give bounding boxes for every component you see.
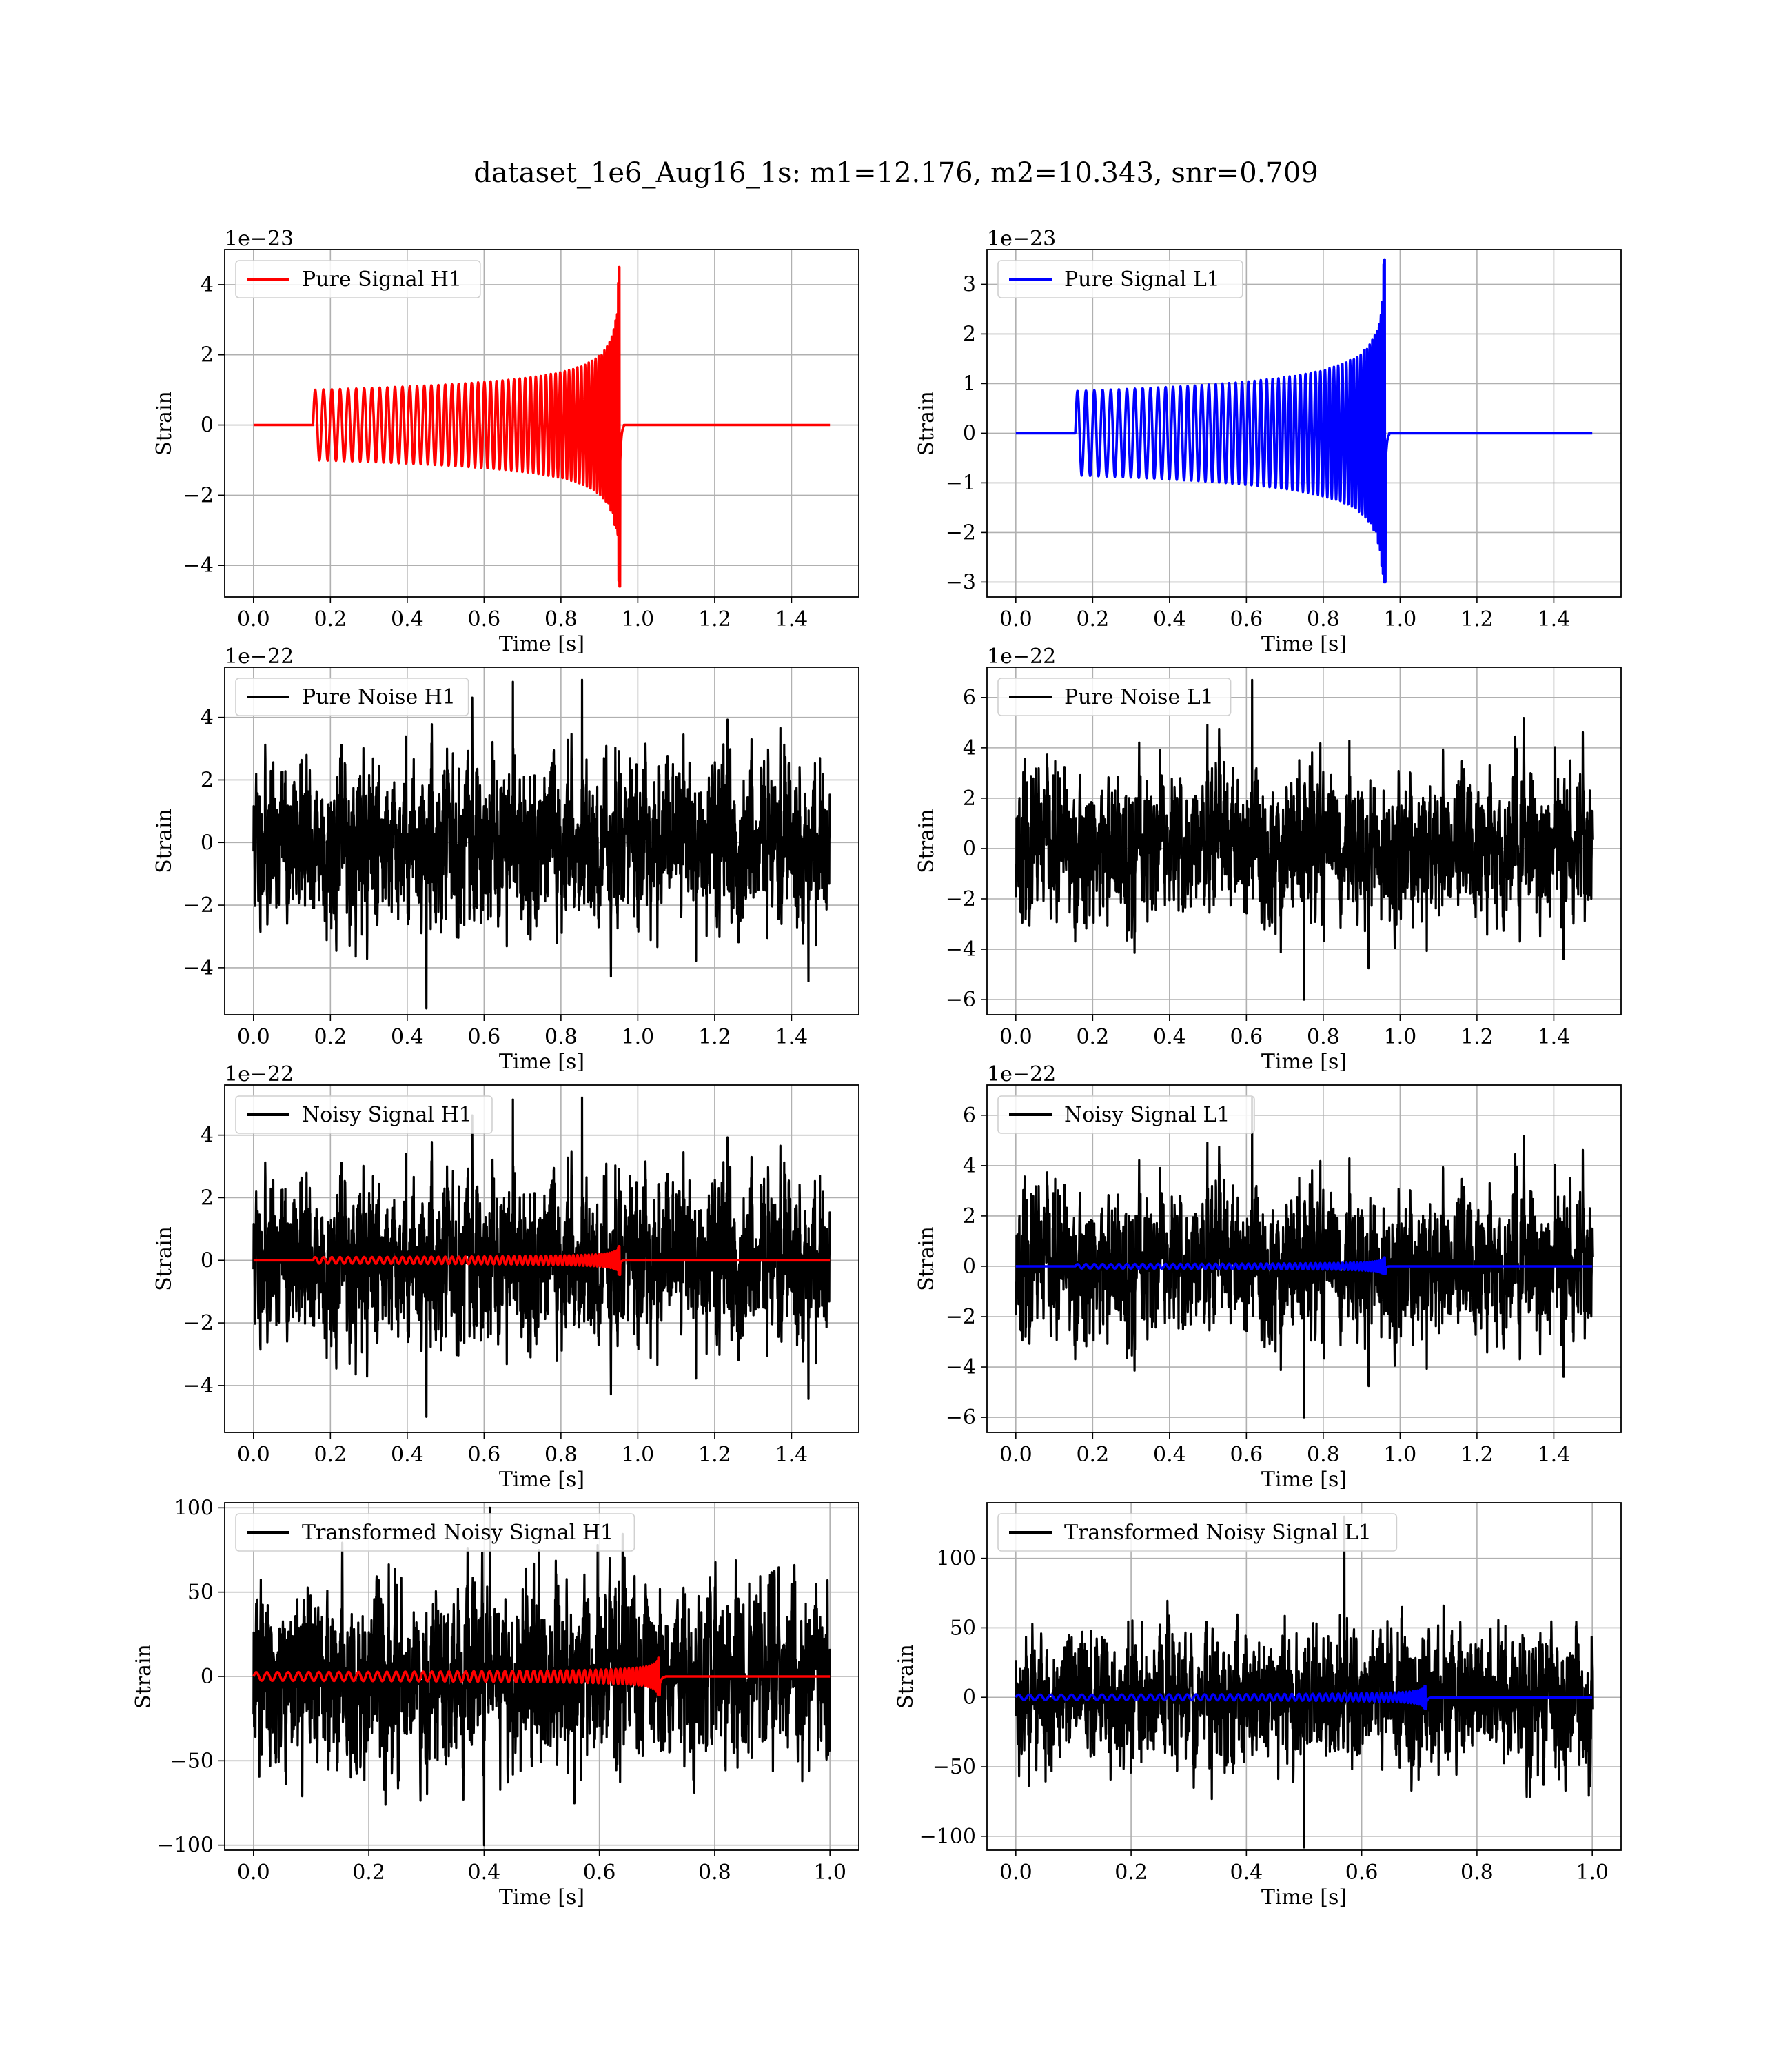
y-tick-label: 2 [200,1186,214,1210]
legend [236,1514,634,1551]
y-tick-label: −6 [945,1406,976,1430]
x-tick-label: 1.0 [813,1861,847,1885]
y-tick-label: 0 [962,421,976,446]
y-tick-label: 6 [962,685,976,710]
legend-label: Transformed Noisy Signal L1 [1064,1521,1372,1545]
y-tick-label: −2 [945,520,976,545]
legend-label: Pure Signal L1 [1064,267,1220,292]
x-tick-label: 0.0 [999,1025,1032,1049]
x-tick-label: 0.4 [1152,1025,1186,1049]
x-tick-label: 0.8 [1307,1443,1340,1467]
axis-offset-text: 1e−22 [987,645,1057,669]
legend [998,678,1231,716]
y-tick-label: −4 [945,1355,976,1380]
y-tick-label: 0 [962,1254,976,1279]
y-tick-label: 2 [962,1204,976,1228]
x-tick-label: 0.0 [999,1861,1032,1885]
x-tick-label: 0.6 [1230,1443,1263,1467]
x-tick-label: 0.6 [467,1443,501,1467]
x-tick-label: 1.0 [621,607,655,631]
y-tick-label: 2 [962,322,976,347]
y-axis-label: Strain [894,1644,918,1709]
x-axis-label: Time [s] [1261,632,1347,656]
y-axis-label: Strain [915,391,939,456]
y-axis-label: Strain [132,1644,156,1709]
x-tick-label: 0.4 [1152,1443,1186,1467]
subplot-4 [915,645,1621,1074]
x-tick-label: 1.4 [775,607,808,631]
x-tick-label: 0.8 [544,1443,578,1467]
x-tick-label: 0.2 [314,1025,347,1049]
series-line-1 [1016,1097,1592,1417]
legend-label: Pure Signal H1 [302,267,462,292]
x-tick-label: 0.6 [1230,607,1263,631]
x-tick-label: 0.8 [1307,1025,1340,1049]
y-tick-label: 4 [200,705,214,730]
y-tick-label: −100 [156,1833,214,1858]
y-tick-label: −50 [170,1749,214,1774]
legend [998,1096,1254,1133]
subplot-8 [894,1503,1621,1909]
x-tick-label: 1.4 [775,1025,808,1049]
y-tick-label: 4 [200,1123,214,1148]
x-tick-label: 0.8 [698,1861,731,1885]
x-tick-label: 0.4 [1230,1861,1263,1885]
x-axis-label: Time [s] [1261,1050,1347,1074]
x-axis-label: Time [s] [498,1885,585,1909]
y-tick-label: −50 [932,1755,976,1780]
y-tick-label: 100 [174,1496,214,1521]
y-tick-label: −4 [945,937,976,962]
x-tick-label: 0.6 [1345,1861,1378,1885]
x-tick-label: 0.4 [390,1443,424,1467]
y-tick-label: 0 [962,836,976,861]
x-tick-label: 0.6 [1230,1025,1263,1049]
x-tick-label: 0.0 [236,607,270,631]
figure-title: dataset_1e6_Aug16_1s: m1=12.176, m2=10.343, snr=0.709 [474,157,1318,189]
y-tick-label: 0 [200,413,214,438]
x-tick-label: 0.8 [1307,607,1340,631]
x-tick-label: 1.2 [1460,1443,1494,1467]
x-tick-label: 0.2 [314,607,347,631]
legend-label: Transformed Noisy Signal H1 [302,1521,614,1545]
y-tick-label: 2 [200,343,214,367]
y-axis-label: Strain [915,1226,939,1291]
y-tick-label: 50 [187,1580,214,1605]
x-tick-label: 0.4 [467,1861,501,1885]
x-tick-label: 1.2 [698,1025,731,1049]
y-tick-label: 1 [962,372,976,396]
legend [998,1514,1396,1551]
y-tick-label: 4 [962,1153,976,1178]
x-tick-label: 1.4 [1537,607,1571,631]
x-tick-label: 1.0 [1576,1861,1609,1885]
y-tick-label: 4 [962,736,976,760]
x-tick-label: 1.0 [1383,607,1417,631]
y-tick-label: 2 [200,768,214,793]
x-tick-label: 0.8 [1460,1861,1494,1885]
legend [236,678,469,716]
y-tick-label: 4 [200,272,214,297]
y-tick-label: −2 [183,893,214,918]
subplot-6 [915,1062,1621,1492]
subplot-7 [132,1496,859,1909]
x-axis-label: Time [s] [498,632,585,656]
x-tick-label: 0.2 [352,1861,385,1885]
x-tick-label: 1.2 [1460,607,1494,631]
y-tick-label: 6 [962,1103,976,1128]
y-axis-label: Strain [152,809,176,873]
y-tick-label: 0 [200,831,214,855]
x-tick-label: 0.2 [314,1443,347,1467]
legend-label: Pure Noise H1 [302,685,456,709]
series-line-1 [1016,259,1592,582]
y-tick-label: 2 [962,786,976,811]
series-line-1 [1016,1517,1592,1847]
legend-label: Noisy Signal L1 [1064,1103,1230,1127]
axis-offset-text: 1e−23 [225,227,294,251]
y-axis-label: Strain [915,809,939,873]
x-tick-label: 0.2 [1076,1443,1110,1467]
axis-offset-text: 1e−22 [225,1062,294,1086]
x-axis-label: Time [s] [1261,1468,1347,1492]
x-tick-label: 0.2 [1076,607,1110,631]
y-tick-label: 50 [949,1616,976,1641]
x-axis-label: Time [s] [498,1050,585,1074]
x-tick-label: 1.4 [1537,1025,1571,1049]
x-tick-label: 0.6 [467,1025,501,1049]
x-tick-label: 0.0 [236,1443,270,1467]
x-tick-label: 0.6 [582,1861,616,1885]
axis-offset-text: 1e−23 [987,227,1057,251]
y-tick-label: 100 [936,1546,976,1571]
x-tick-label: 0.0 [236,1025,270,1049]
x-tick-label: 0.6 [467,607,501,631]
axis-offset-text: 1e−22 [225,645,294,669]
y-tick-label: −4 [183,1373,214,1398]
x-tick-label: 0.4 [390,607,424,631]
y-tick-label: −4 [183,554,214,578]
x-tick-label: 0.4 [390,1025,424,1049]
x-tick-label: 1.2 [698,607,731,631]
y-tick-label: −2 [183,483,214,508]
subplot-1 [152,227,859,656]
x-tick-label: 1.4 [775,1443,808,1467]
series-line-1 [254,267,830,587]
series-line-1 [1016,680,1592,1000]
y-tick-label: −2 [945,1305,976,1329]
legend-label: Noisy Signal H1 [302,1103,472,1127]
x-tick-label: 0.2 [1114,1861,1148,1885]
x-tick-label: 0.0 [999,1443,1032,1467]
y-axis-label: Strain [152,391,176,456]
x-tick-label: 1.0 [621,1443,655,1467]
y-tick-label: −3 [945,570,976,595]
y-tick-label: −1 [945,471,976,496]
x-tick-label: 0.0 [999,607,1032,631]
axis-offset-text: 1e−22 [987,1062,1057,1086]
x-tick-label: 1.2 [1460,1025,1494,1049]
y-tick-label: −4 [183,955,214,980]
y-axis-label: Strain [152,1226,176,1291]
x-tick-label: 0.4 [1152,607,1186,631]
y-tick-label: 3 [962,272,976,297]
x-axis-label: Time [s] [498,1468,585,1492]
x-tick-label: 0.2 [1076,1025,1110,1049]
y-tick-label: −2 [183,1311,214,1336]
x-axis-label: Time [s] [1261,1885,1347,1909]
x-tick-label: 1.0 [1383,1443,1417,1467]
x-tick-label: 1.4 [1537,1443,1571,1467]
series-line-1 [254,680,830,1008]
subplot-3 [152,645,859,1074]
y-tick-label: 0 [962,1685,976,1710]
subplot-2 [915,227,1621,656]
x-tick-label: 0.0 [236,1861,270,1885]
legend [998,261,1243,298]
subplot-5 [152,1062,859,1492]
y-tick-label: −6 [945,988,976,1013]
y-tick-label: −100 [919,1824,976,1849]
x-tick-label: 1.0 [621,1025,655,1049]
legend-label: Pure Noise L1 [1064,685,1214,709]
y-tick-label: −2 [945,887,976,911]
x-tick-label: 1.2 [698,1443,731,1467]
y-tick-label: 0 [200,1248,214,1273]
legend [236,1096,492,1133]
x-tick-label: 0.8 [544,1025,578,1049]
x-tick-label: 0.8 [544,607,578,631]
x-tick-label: 1.0 [1383,1025,1417,1049]
y-tick-label: 0 [200,1665,214,1689]
legend [236,261,480,298]
